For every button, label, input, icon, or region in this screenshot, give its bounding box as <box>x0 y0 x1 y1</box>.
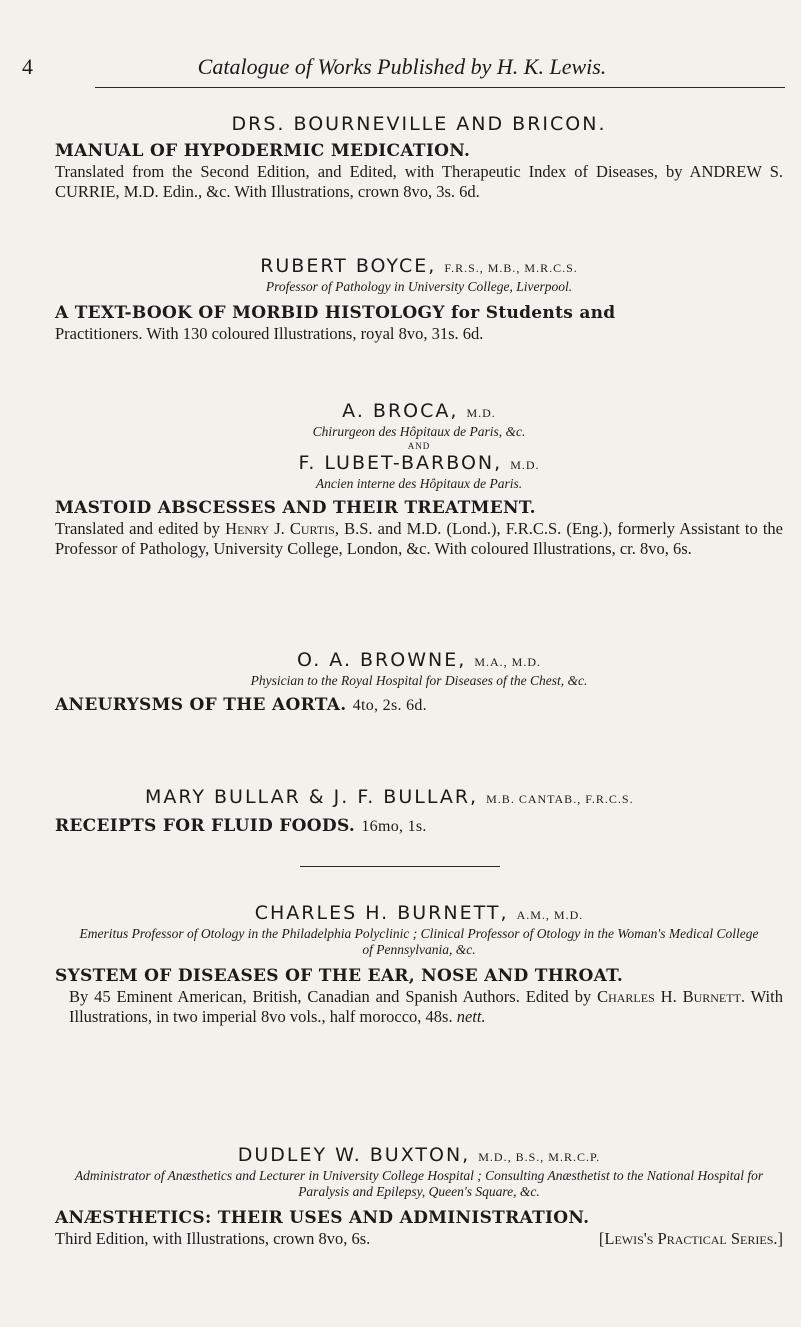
author-name: O. A. BROWNE, <box>297 649 467 671</box>
series-name: [Lewis's Practical Series.] <box>598 1229 783 1248</box>
author-affiliation: Chirurgeon des Hôpitaux de Paris, &c. <box>312 424 526 439</box>
second-author-line <box>55 452 783 476</box>
second-author-affiliation: Ancien interne des Hôpitaux de Paris. <box>315 476 523 491</box>
book-title: SYSTEM OF DISEASES OF THE EAR, NOSE AND THROAT. <box>55 966 624 986</box>
book-format-price: 16mo, 1s. <box>361 818 427 835</box>
entry-bourneville <box>55 113 783 202</box>
book-description: Practitioners. With 130 coloured Illustrations, royal 8vo, 31s. 6d. <box>55 324 484 343</box>
editor-name: Henry J. Curtis <box>225 519 335 538</box>
and-separator: AND <box>407 441 431 451</box>
book-description <box>55 519 783 559</box>
author-name: RUBERT BOYCE, <box>260 255 437 277</box>
editor-name: Charles H. Burnett <box>597 987 741 1006</box>
author-line <box>55 400 783 424</box>
author-affiliation: Administrator of Anæsthetics and Lecturer in University College Hospital ; Consulting Anæsthetist to the National Hospital for Paralysis and Epilepsy, Queen's Square, &c. <box>74 1168 764 1199</box>
book-edition-price: Third Edition, with Illustrations, crown 8vo, 6s. <box>55 1229 371 1248</box>
book-title: RECEIPTS FOR FLUID FOODS. <box>55 816 356 836</box>
author-degrees: M.A., M.D. <box>474 655 541 669</box>
page-number: 4 <box>22 54 33 79</box>
author-name: DUDLEY W. BUXTON, <box>237 1144 471 1166</box>
running-title: Catalogue of Works Published by H. K. Lewis. <box>197 54 607 79</box>
book-title: MANUAL OF HYPODERMIC MEDICATION. <box>55 141 471 161</box>
entry-bullar <box>55 786 783 837</box>
book-description <box>55 1229 783 1249</box>
author-degrees: M.D. <box>466 406 496 420</box>
description-nett: nett. <box>456 1007 486 1026</box>
book-title: MASTOID ABSCESSES AND THEIR TREATMENT. <box>55 498 536 518</box>
header-rule <box>95 87 785 88</box>
entry-browne <box>55 649 783 716</box>
entry-broca <box>55 400 783 559</box>
page-header <box>22 54 782 94</box>
author-line <box>55 649 783 673</box>
description-text-rest: . With Illustrations, in two imperial 8vo vols., half morocco, 48s. <box>69 987 783 1026</box>
book-title: ANEURYSMS OF THE AORTA. <box>55 695 347 715</box>
author-affiliation: Physician to the Royal Hospital for Diseases of the Chest, &c. <box>250 673 588 688</box>
author-name: CHARLES H. BURNETT, <box>254 902 509 924</box>
author-affiliation: Emeritus Professor of Otology in the Philadelphia Polyclinic ; Clinical Professor of Otology in the Woman's Medical College of Pennsylvania, &c. <box>79 926 759 957</box>
author-degrees: F.R.S., M.B., M.R.C.S. <box>444 261 578 275</box>
description-text-rest: , B.S. and M.D. (Lond.), F.R.C.S. (Eng.), formerly Assistant to the Professor of Pathology, University College, London, &c. With coloured Illustrations, cr. 8vo, 6s. <box>55 519 783 558</box>
entry-buxton <box>55 1144 783 1249</box>
book-title-line <box>55 695 783 716</box>
book-title: ANÆSTHETICS: THEIR USES AND ADMINISTRATION. <box>55 1208 590 1228</box>
author-name: MARY BULLAR & J. F. BULLAR, <box>145 786 479 808</box>
author-line <box>55 902 783 926</box>
second-author-degrees: M.D. <box>510 458 540 472</box>
second-author-name: F. LUBET-BARBON, <box>298 452 503 474</box>
author-name: A. BROCA, <box>342 400 459 422</box>
description-text: By 45 Eminent American, British, Canadian and Spanish Authors. Edited by <box>69 987 598 1006</box>
author-degrees: A.M., M.D. <box>516 908 584 922</box>
author-affiliation: Professor of Pathology in University College, Liverpool. <box>265 279 573 294</box>
book-description: Translated from the Second Edition, and Edited, with Therapeutic Index of Diseases, by ANDREW S. CURRIE, M.D. Edin., &c. With Illustrations, crown 8vo, 3s. 6d. <box>55 162 783 201</box>
book-title-line <box>55 816 783 837</box>
entry-boyce <box>55 255 783 344</box>
book-description <box>55 987 783 1027</box>
author-degrees: M.B. CANTAB., F.R.C.S. <box>486 792 634 806</box>
author-name: DRS. BOURNEVILLE AND BRICON. <box>231 113 607 135</box>
author-line <box>55 1144 783 1168</box>
author-line <box>55 255 783 279</box>
book-title: A TEXT-BOOK OF MORBID HISTOLOGY for Students and <box>55 303 616 323</box>
author-line <box>145 786 783 810</box>
author-degrees: M.D., B.S., M.R.C.P. <box>478 1150 601 1164</box>
book-format-price: 4to, 2s. 6d. <box>352 697 427 714</box>
entry-burnett <box>55 902 783 1027</box>
description-text: Translated and edited by <box>55 519 226 538</box>
section-divider <box>300 866 500 867</box>
